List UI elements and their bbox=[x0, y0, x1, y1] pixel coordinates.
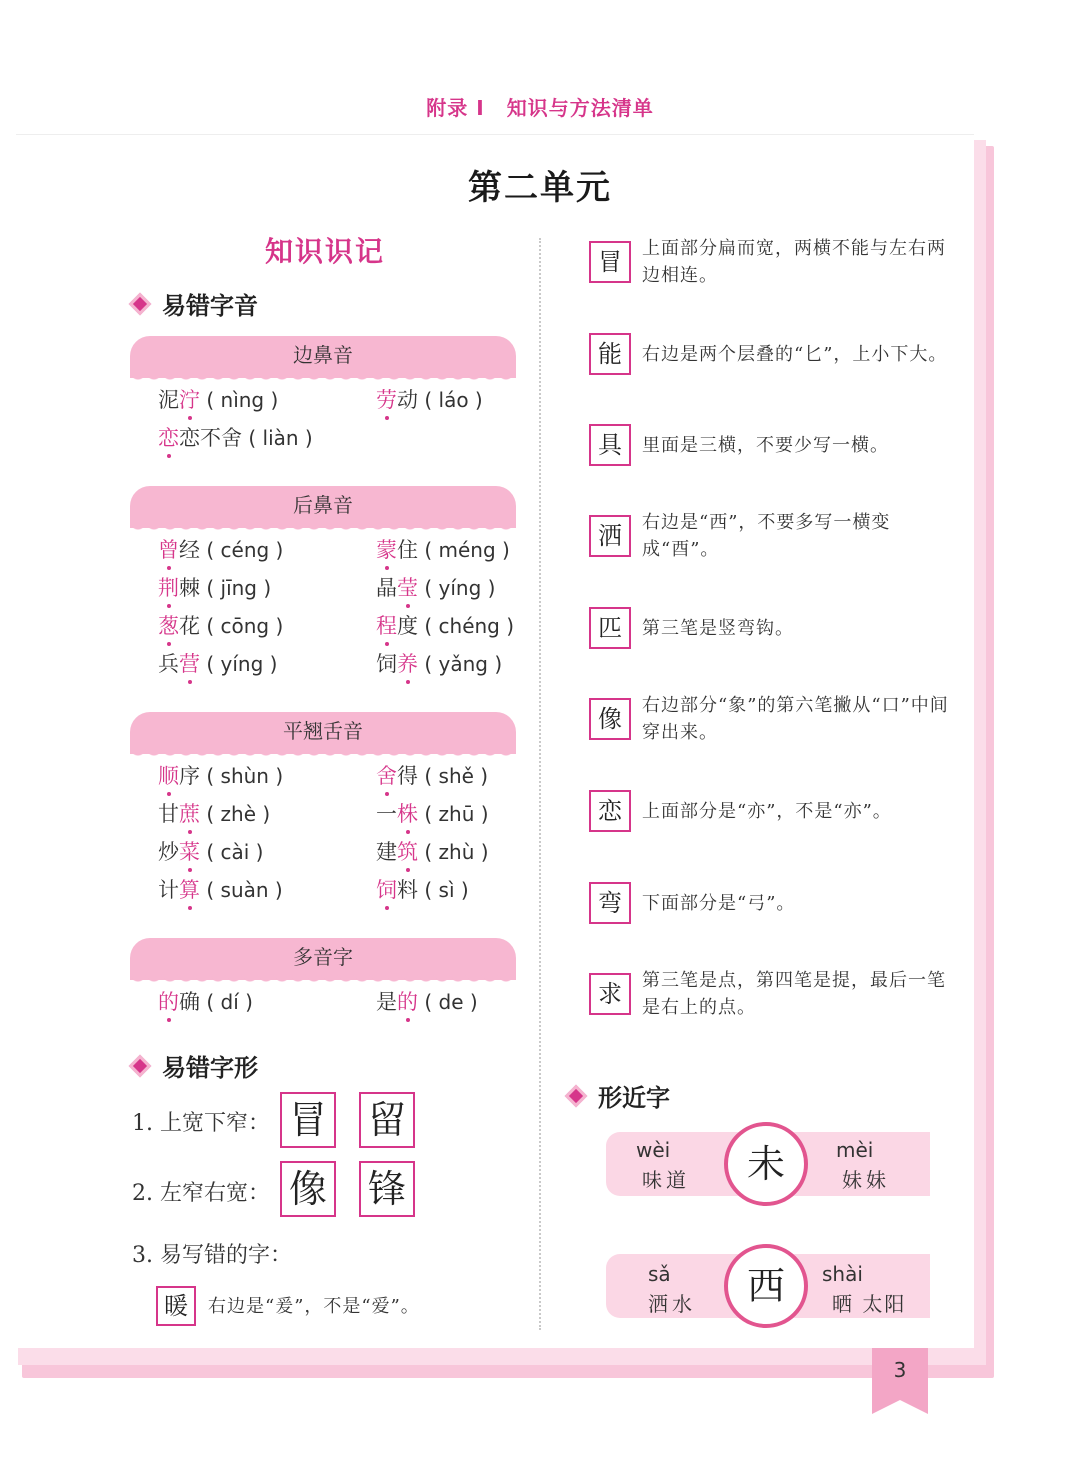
diamond-icon bbox=[129, 293, 152, 316]
pronunciation-entry: 建筑 ( zhù ) bbox=[376, 840, 489, 864]
pinyin: ( sì ) bbox=[418, 878, 469, 902]
pronunciation-entry: 顺序 ( shùn ) bbox=[158, 764, 284, 788]
rule-char-box: 洒 bbox=[589, 515, 631, 557]
pinyin: ( shě ) bbox=[418, 764, 489, 788]
pronunciation-entry: 一株 ( zhū ) bbox=[376, 802, 489, 826]
pronunciation-entry: 舍得 ( shě ) bbox=[376, 764, 489, 788]
pronunciation-entry: 蒙住 ( méng ) bbox=[376, 538, 510, 562]
column-divider bbox=[539, 238, 541, 1330]
pinyin: ( yǎng ) bbox=[418, 652, 503, 676]
form-char-box: 留 bbox=[359, 1092, 415, 1148]
rule-char-box: 弯 bbox=[589, 882, 631, 924]
unit-title: 第二单元 bbox=[468, 168, 612, 208]
rule-char-box: 匹 bbox=[589, 607, 631, 649]
pinyin: ( yíng ) bbox=[200, 652, 278, 676]
rule-char-box: 求 bbox=[589, 973, 631, 1015]
similar-pinyin: wèi bbox=[636, 1138, 671, 1162]
rule-text: 第三笔是点，第四笔是提，最后一笔是右上的点。 bbox=[642, 970, 946, 1018]
pinyin: ( zhè ) bbox=[200, 802, 271, 826]
rule-text: 上面部分是“亦”，不是“亦”。 bbox=[642, 801, 892, 822]
pinyin: ( de ) bbox=[418, 990, 478, 1014]
rule-char-box: 像 bbox=[589, 698, 631, 740]
pinyin: ( cōng ) bbox=[200, 614, 284, 638]
rule-text: 右边是“西”，不要多写一横变成“酉”。 bbox=[642, 512, 891, 560]
diamond-icon bbox=[565, 1085, 588, 1108]
pronunciation-entry: 劳动 ( láo ) bbox=[376, 388, 483, 412]
section-title: 知识识记 bbox=[264, 235, 385, 268]
page-number: 3 bbox=[893, 1358, 907, 1382]
similar-word: 晒 太阳 bbox=[832, 1292, 907, 1316]
pinyin: ( méng ) bbox=[418, 538, 510, 562]
subhead-form: 易错字形 bbox=[132, 1048, 258, 1083]
header-title: 知识与方法清单 bbox=[506, 96, 654, 120]
rule-char-box: 恋 bbox=[589, 790, 631, 832]
pronunciation-entry: 泥泞 ( nìng ) bbox=[158, 388, 279, 412]
page-header bbox=[0, 92, 1080, 121]
pinyin: ( shùn ) bbox=[200, 764, 284, 788]
pinyin: ( láo ) bbox=[418, 388, 483, 412]
pronunciation-entry: 葱花 ( cōng ) bbox=[158, 614, 284, 638]
similar-word: 味道 bbox=[642, 1168, 690, 1192]
diamond-icon bbox=[129, 1055, 152, 1078]
similar-center-char: 未 bbox=[724, 1122, 808, 1206]
similar-word: 妹妹 bbox=[842, 1168, 890, 1192]
pronunciation-entry: 晶莹 ( yíng ) bbox=[376, 576, 496, 600]
rule-text: 里面是三横，不要少写一横。 bbox=[642, 435, 889, 456]
group-band-1: 后鼻音 bbox=[130, 486, 516, 528]
form-label-2: 2. 左窄右宽： bbox=[132, 1181, 270, 1206]
pronunciation-entry: 曾经 ( céng ) bbox=[158, 538, 284, 562]
rule-char-box: 能 bbox=[589, 333, 631, 375]
form-rule-text: 右边是“爰”，不是“爱”。 bbox=[208, 1296, 420, 1317]
rule-text: 第三笔是竖弯钩。 bbox=[642, 618, 794, 639]
rule-text: 下面部分是“弓”。 bbox=[642, 893, 796, 914]
rule-char-box: 冒 bbox=[589, 241, 631, 283]
pronunciation-entry: 饲料 ( sì ) bbox=[376, 878, 469, 902]
form-char-box: 暖 bbox=[156, 1286, 196, 1326]
pronunciation-entry: 兵营 ( yíng ) bbox=[158, 652, 278, 676]
rule-text: 右边是两个层叠的“匕”，上小下大。 bbox=[642, 344, 948, 365]
pinyin: ( chéng ) bbox=[418, 614, 515, 638]
pronunciation-entry: 程度 ( chéng ) bbox=[376, 614, 515, 638]
rule-text: 上面部分扁而宽，两横不能与左右两边相连。 bbox=[642, 238, 946, 286]
form-char-box: 像 bbox=[280, 1161, 336, 1217]
form-label-1: 1. 上宽下窄： bbox=[132, 1111, 270, 1136]
pinyin: ( zhū ) bbox=[418, 802, 489, 826]
group-band-2: 平翘舌音 bbox=[130, 712, 516, 754]
subhead-pronunciation: 易错字音 bbox=[132, 286, 258, 321]
pinyin: ( liàn ) bbox=[242, 426, 313, 450]
header-appendix: 附录 I bbox=[426, 96, 485, 120]
similar-word: 洒水 bbox=[648, 1292, 696, 1316]
rule-char-box: 具 bbox=[589, 424, 631, 466]
page-number-tab bbox=[872, 1348, 928, 1400]
pronunciation-entry: 计算 ( suàn ) bbox=[158, 878, 283, 902]
similar-center-char: 西 bbox=[724, 1244, 808, 1328]
pinyin: ( céng ) bbox=[200, 538, 284, 562]
group-band-3: 多音字 bbox=[130, 938, 516, 980]
pronunciation-entry: 荆棘 ( jīng ) bbox=[158, 576, 272, 600]
pinyin: ( yíng ) bbox=[418, 576, 496, 600]
similar-pinyin: shài bbox=[822, 1262, 863, 1286]
similar-pinyin: mèi bbox=[836, 1138, 874, 1162]
subhead-similar: 形近字 bbox=[568, 1078, 670, 1113]
pronunciation-entry: 是的 ( de ) bbox=[376, 990, 478, 1014]
form-label-3: 3. 易写错的字： bbox=[132, 1243, 292, 1268]
pronunciation-entry: 恋恋不舍 ( liàn ) bbox=[158, 426, 313, 450]
pronunciation-entry: 甘蔗 ( zhè ) bbox=[158, 802, 271, 826]
pronunciation-entry: 炒菜 ( cài ) bbox=[158, 840, 264, 864]
pinyin: ( dí ) bbox=[200, 990, 253, 1014]
pronunciation-entry: 饲养 ( yǎng ) bbox=[376, 652, 503, 676]
pinyin: ( cài ) bbox=[200, 840, 264, 864]
pinyin: ( jīng ) bbox=[200, 576, 272, 600]
form-char-box: 锋 bbox=[359, 1161, 415, 1217]
similar-pinyin: sǎ bbox=[648, 1262, 671, 1286]
pinyin: ( zhù ) bbox=[418, 840, 489, 864]
pronunciation-entry: 的确 ( dí ) bbox=[158, 990, 253, 1014]
form-char-box: 冒 bbox=[280, 1092, 336, 1148]
group-band-0: 边鼻音 bbox=[130, 336, 516, 378]
pinyin: ( nìng ) bbox=[200, 388, 279, 412]
rule-text: 右边部分“象”的第六笔撇从“口”中间穿出来。 bbox=[642, 695, 949, 743]
pinyin: ( suàn ) bbox=[200, 878, 283, 902]
